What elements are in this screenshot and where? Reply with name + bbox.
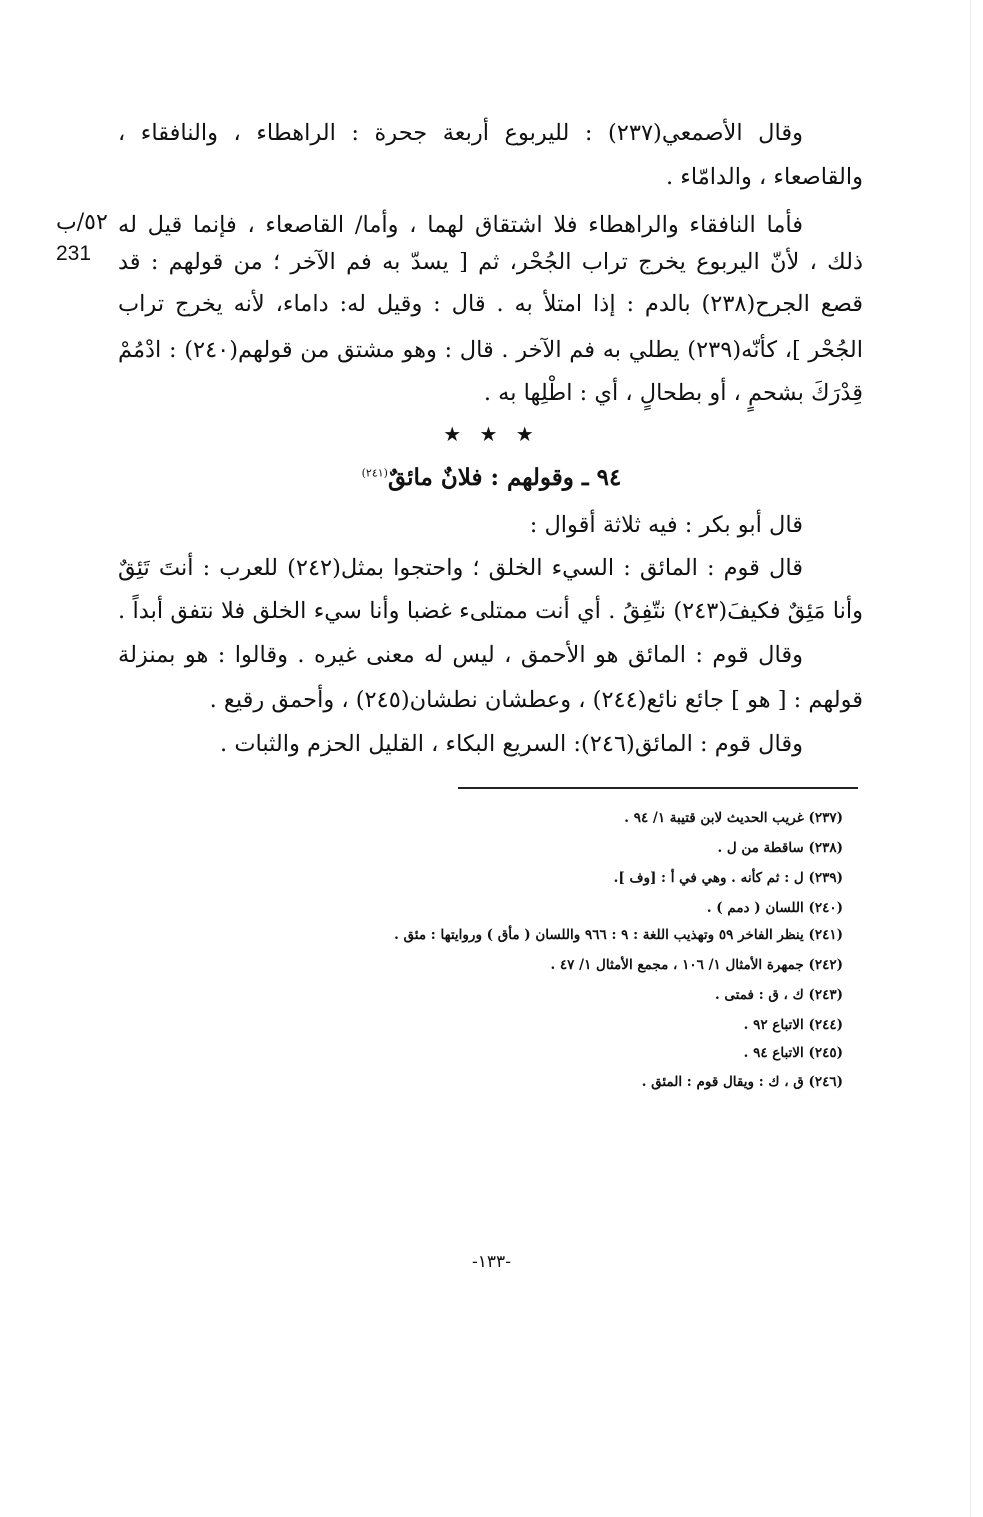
footnote: (٢٣٩) ل : ثم كأنه . وهي في أ : [وف ].	[613, 870, 843, 886]
section-line: وقال قوم : المائق(٢٤٦): السريع البكاء ، القليل الحزم والثبات .	[220, 731, 803, 757]
section-line: قال قوم : المائق : السيء الخلق ؛ واحتجوا بمثل(٢٤٢) للعرب : أنتَ تَئِقٌ	[118, 555, 803, 581]
section-line: قولهم : [ هو ] جائع نائع(٢٤٤) ، وعطشان نطشان(٢٤٥) ، وأحمق رقيع .	[209, 687, 863, 713]
footnote-divider	[458, 787, 858, 789]
footnote: (٢٤٦) ق ، ك : ويقال قوم : المئق .	[641, 1074, 843, 1090]
footnote: (٢٣٨) ساقطة من ل .	[717, 840, 843, 856]
margin-page-number: 231	[56, 242, 92, 265]
manuscript-folio-marker: ٥٢/ب	[56, 210, 108, 235]
page-edge-shadow	[970, 0, 971, 1517]
section-heading-note: (٢٤١)	[361, 466, 388, 480]
section-heading-text: ٩٤ ـ وقولهم : فلانٌ مائقٌ	[387, 464, 622, 491]
footnote: (٢٤٢) جمهرة الأمثال ١/ ١٠٦ ، مجمع الأمثال ١/ ٤٧ .	[550, 957, 843, 973]
body-line: فأما النافقاء والراهطاء فلا اشتقاق لهما ، وأما/ القاصعاء ، فإنما قيل له	[118, 212, 803, 238]
footnote: (٢٤٠) اللسان ( دمم ) .	[706, 900, 843, 916]
footnote: (٢٤٥) الاتباع ٩٤ .	[743, 1045, 843, 1061]
body-line: وقال الأصمعي(٢٣٧) : لليربوع أربعة جحرة : الراهطاء ، والنافقاء ،	[118, 120, 803, 146]
page-number: -١٣٣-	[472, 1252, 511, 1272]
footnote: (٢٤٣) ك ، ق : فمتى .	[715, 987, 843, 1003]
section-line: وأنا مَئِقٌ فكيفَ(٢٤٣) نتّفِقُ . أي أنت ممتلىء غضبا وأنا سيء الخلق فلا نتفق أبداً .	[118, 598, 863, 624]
footnote: (٢٣٧) غريب الحديث لابن قتيبة ١/ ٩٤ .	[624, 810, 843, 826]
section-line: قال أبو بكر : فيه ثلاثة أقوال :	[529, 512, 803, 538]
section-heading	[0, 464, 983, 491]
body-line: والقاصعاء ، والدامّاء .	[666, 164, 863, 190]
body-line: الجُحْر ]، كأنّه(٢٣٩) يطلي به فم الآخر . قال : وهو مشتق من قولهم(٢٤٠) : ادْمُمْ	[118, 337, 863, 363]
section-separator: ★ ★ ★	[443, 422, 540, 446]
footnote: (٢٤٤) الاتباع ٩٢ .	[743, 1017, 843, 1033]
footnote: (٢٤١) ينظر الفاخر ٥٩ وتهذيب اللغة : ٩ : ٩٦٦ واللسان ( مأق ) وروايتها : مئق .	[394, 927, 843, 943]
section-line: وقال قوم : المائق هو الأحمق ، ليس له معنى غيره . وقالوا : هو بمنزلة	[118, 642, 803, 668]
body-line: ذلك ، لأنّ اليربوع يخرج تراب الجُحْر، ثم [ يسدّ به فم الآخر ؛ من قولهم : قد	[118, 249, 863, 275]
body-line: قِدْرَكَ بشحمٍ ، أو بطحالٍ ، أي : اطْلِها به .	[483, 380, 863, 406]
body-line: قصع الجرح(٢٣٨) بالدم : إذا امتلأ به . قال : وقيل له: داماء، لأنه يخرج تراب	[118, 291, 863, 317]
